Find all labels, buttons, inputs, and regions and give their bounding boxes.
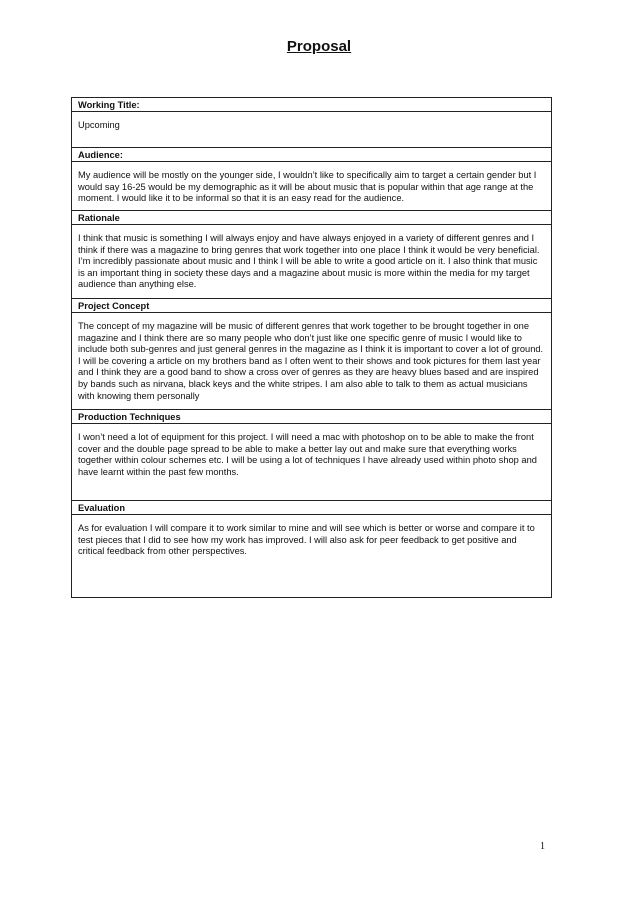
section-heading: Working Title: <box>72 98 551 112</box>
section-heading: Audience: <box>72 148 551 162</box>
page-number: 1 <box>540 841 545 852</box>
section-text: As for evaluation I will compare it to work similar to mine and will see which is better or worse and compare it to test pieces that I did to see how my work has improved. I will also ask for peer feedback to get positive and critical feedback from other perspectives. <box>78 523 535 557</box>
section-text: The concept of my magazine will be music of different genres that work together to be brought together in one magazine and I think there are so many people who don’t just like one specific genre of music I would like to include both sub-genres and just general genres in the magazine as I think it is important to cover a lot of ground. I will be covering a article on my brothers band as I often went to their shows and took pictures for them last year and I think they are a good band to show a cross over of genres as they are heavy blues based and are inspired by bands such as nirvana, black keys and the white stripes. I am also able to talk to them as actual musicians with knowing them personally <box>78 321 544 401</box>
section-evaluation <box>72 501 551 597</box>
section-text: I think that music is something I will always enjoy and have always enjoyed in a variety of different genres and I think if there was a magazine to bring genres that work together into one place I think it would be very beneficial. I’m incredibly passionate about music and I think I will be able to write a good article on it. I also think that music is an important thing in society these days and a magazine about music is more within the media for my target audience than anything else. <box>78 233 540 290</box>
section-heading: Production Techniques <box>72 410 551 424</box>
section-heading: Project Concept <box>72 299 551 313</box>
section-production-techniques <box>72 410 551 501</box>
page-title: Proposal <box>286 38 352 55</box>
section-working-title <box>72 98 551 148</box>
section-heading: Rationale <box>72 211 551 225</box>
section-project-concept <box>72 299 551 410</box>
section-audience <box>72 148 551 211</box>
section-rationale <box>72 211 551 299</box>
section-heading: Evaluation <box>72 501 551 515</box>
section-text: I won’t need a lot of equipment for this project. I will need a mac with photoshop on to be able to make the front cover and the double page spread to be able to make a better lay out and make sure that everything works together within colour schemes etc. I will be using a lot of techniques I have already used within photo shop and have learnt within the past few months. <box>78 432 537 477</box>
section-text: My audience will be mostly on the younger side, I wouldn’t like to specifically aim to target a certain gender but I would say 16-25 would be my demographic as it will be about music that is popular within that age range at the moment. I would like it to be informal so that it is an easy read for the audience. <box>78 170 537 204</box>
proposal-table <box>71 97 552 598</box>
section-text: Upcoming <box>78 120 120 130</box>
